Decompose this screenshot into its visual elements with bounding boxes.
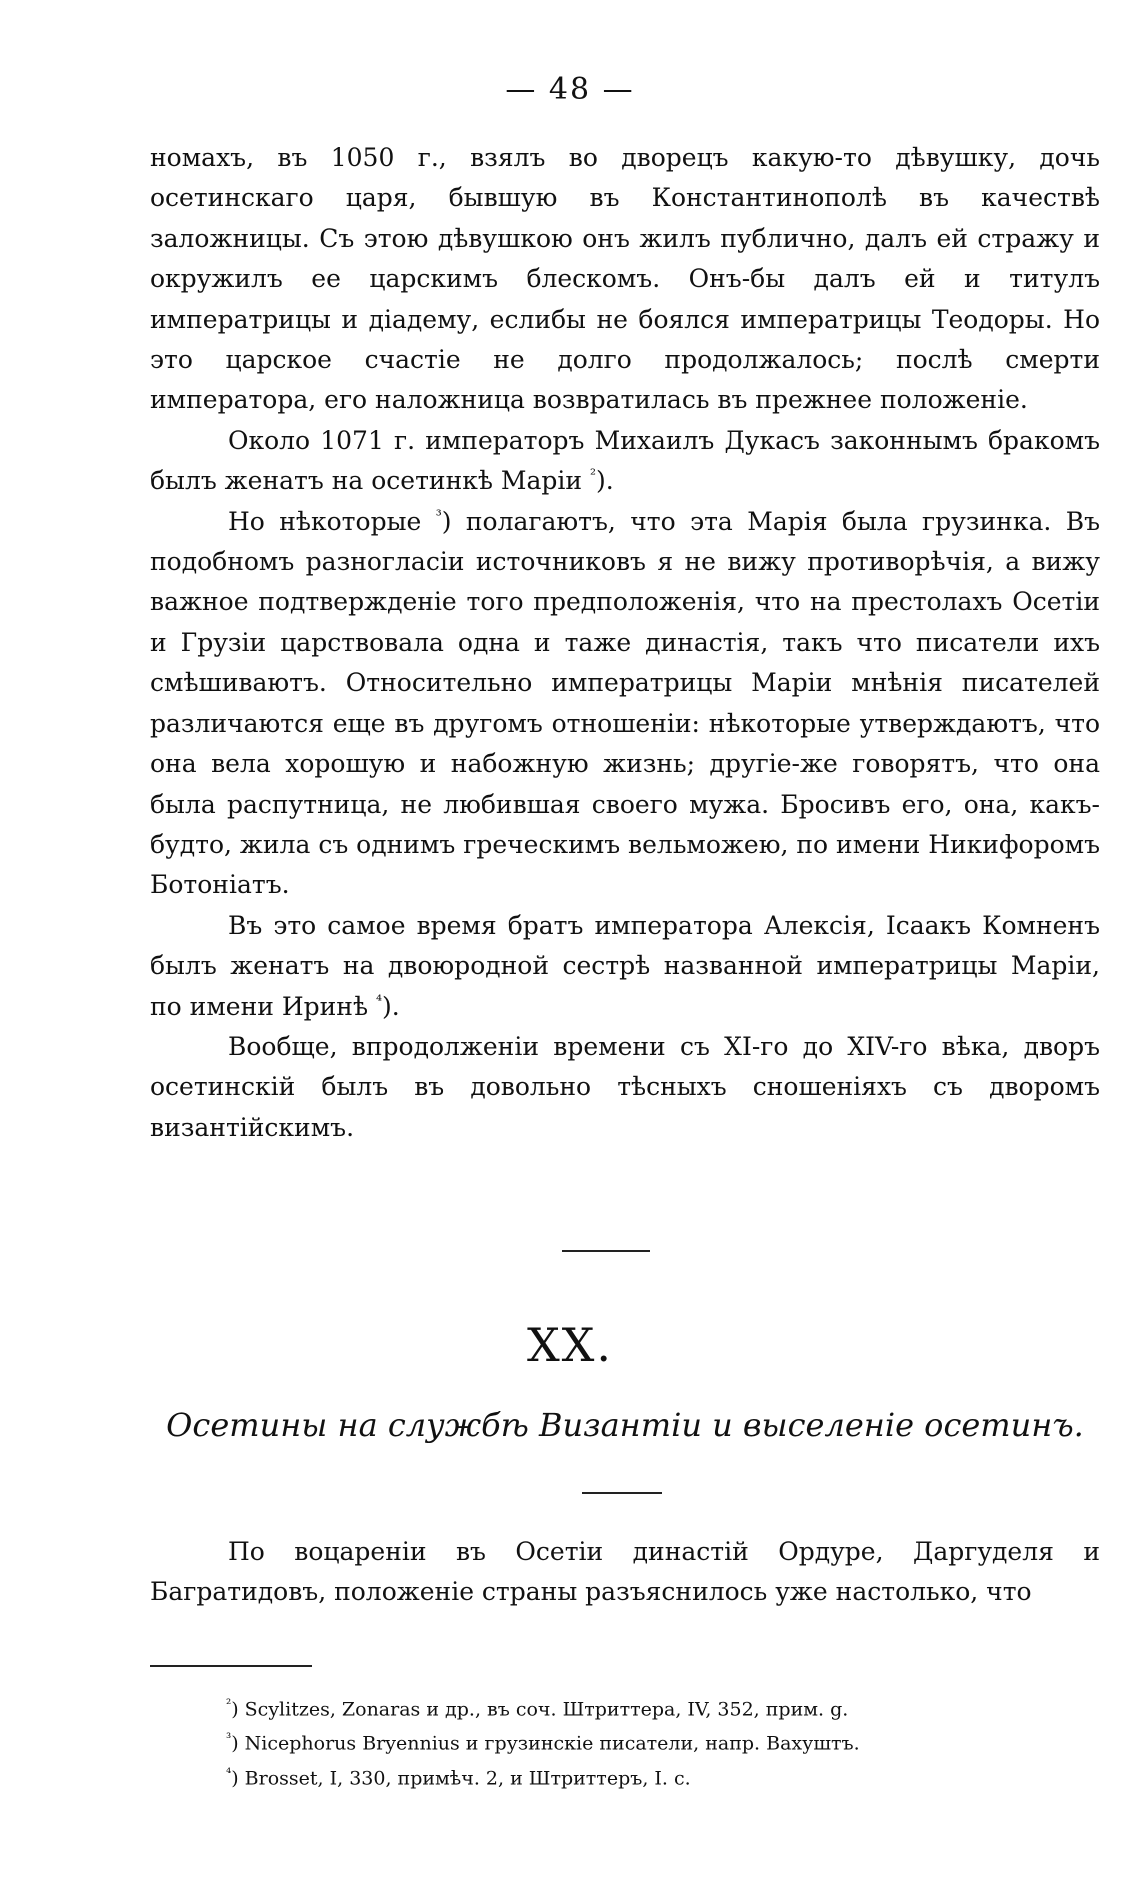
chapter-paragraph: По воцареніи въ Осетіи династій Ордуре, Даргуделя и Багратидовъ, положеніе страны разъяснилось уже настолько, что bbox=[150, 1537, 1100, 1607]
footnote-2 bbox=[150, 1690, 1100, 1724]
paragraph-text: Но нѣкоторые bbox=[228, 506, 422, 536]
footnote-ref-4: ⁴ bbox=[376, 991, 383, 1010]
page-number: — 48 — bbox=[505, 72, 635, 107]
paragraph-tail: ). bbox=[596, 466, 614, 496]
paragraph-tail: ). bbox=[382, 991, 400, 1021]
paragraph-text: Въ это самое время братъ императора Алексія, Ісаакъ Комненъ былъ женатъ на двоюродной сестрѣ названной императрицы Маріи, по имени Иринѣ bbox=[150, 910, 1100, 1021]
chapter-title: Осетины на службѣ Византіи и выселеніе осетинъ. bbox=[166, 1406, 1084, 1444]
footnotes bbox=[150, 1690, 1100, 1793]
footnote-mark: ² bbox=[226, 1697, 232, 1712]
footnote-ref-2: ² bbox=[590, 465, 597, 484]
paragraph-relations: Вообще, впродолженіи времени съ XI-го до XIV-го вѣка, дворъ осетинскій былъ въ довольно тѣсныхъ сношеніяхъ съ дворомъ византійскимъ. bbox=[150, 1031, 1100, 1142]
paragraph-maria-origin bbox=[150, 502, 1100, 906]
footnote-text: ) Nicephorus Bryennius и грузинскіе писатели, напр. Вахуштъ. bbox=[231, 1732, 860, 1755]
footnote-3 bbox=[150, 1724, 1100, 1758]
section-divider bbox=[562, 1250, 650, 1252]
paragraph-text: Около 1071 г. императоръ Михаилъ Дукасъ законнымъ бракомъ былъ женатъ на осетинкѣ Маріи bbox=[150, 425, 1100, 496]
paragraph-tail: ) полагаютъ, что эта Марія была грузинка. Въ подобномъ разногласіи источниковъ я не вижу противорѣчія, а вижу важное подтвержденіе того предположенія, что на престолахъ Осетіи и Грузіи царствовала одна и таже династія, такъ что писатели ихъ смѣшиваютъ. Относительно императрицы Маріи мнѣнія писателей различаются еще въ другомъ отношеніи: нѣкоторые утверждаютъ, что она вела хорошую и набожную жизнь; другіе-же говорятъ, что она была распутница, не любившая своего мужа. Бросивъ его, она, какъ-будто, жила съ однимъ греческимъ вельможею, по имени Никифоромъ Ботоніатъ. bbox=[150, 506, 1100, 900]
footnote-separator bbox=[150, 1665, 312, 1667]
main-text-block bbox=[150, 138, 1100, 1148]
paragraph-isaac-komnenos bbox=[150, 906, 1100, 1027]
chapter-text-block bbox=[150, 1532, 1100, 1613]
paragraph-continuation: номахъ, въ 1050 г., взялъ во дворецъ какую-то дѣвушку, дочь осетинскаго царя, бывшую въ Константинополѣ въ качествѣ заложницы. Съ этою дѣвушкою онъ жилъ публично, далъ ей стражу и окружилъ ее царскимъ блескомъ. Онъ-бы далъ ей и титулъ императрицы и діадему, еслибы не боялся императрицы Теодоры. Но это царское счастіе не долго продолжалось; послѣ смерти императора, его наложница возвратилась въ прежнее положеніе. bbox=[150, 143, 1100, 415]
chapter-number: XX. bbox=[526, 1318, 614, 1372]
footnote-text: ) Scylitzes, Zonaras и др., въ соч. Штриттера, IV, 352, прим. g. bbox=[231, 1698, 849, 1721]
footnote-mark: ³ bbox=[226, 1731, 232, 1747]
footnote-ref-3: ³ bbox=[435, 506, 442, 525]
footnote-text: ) Brosset, I, 330, примѣч. 2, и Штриттеръ, I. с. bbox=[231, 1766, 691, 1789]
footnote-mark: ⁴ bbox=[226, 1765, 232, 1781]
title-divider bbox=[582, 1492, 662, 1494]
footnote-4 bbox=[150, 1759, 1100, 1793]
paragraph-michael-doukas bbox=[150, 421, 1100, 502]
